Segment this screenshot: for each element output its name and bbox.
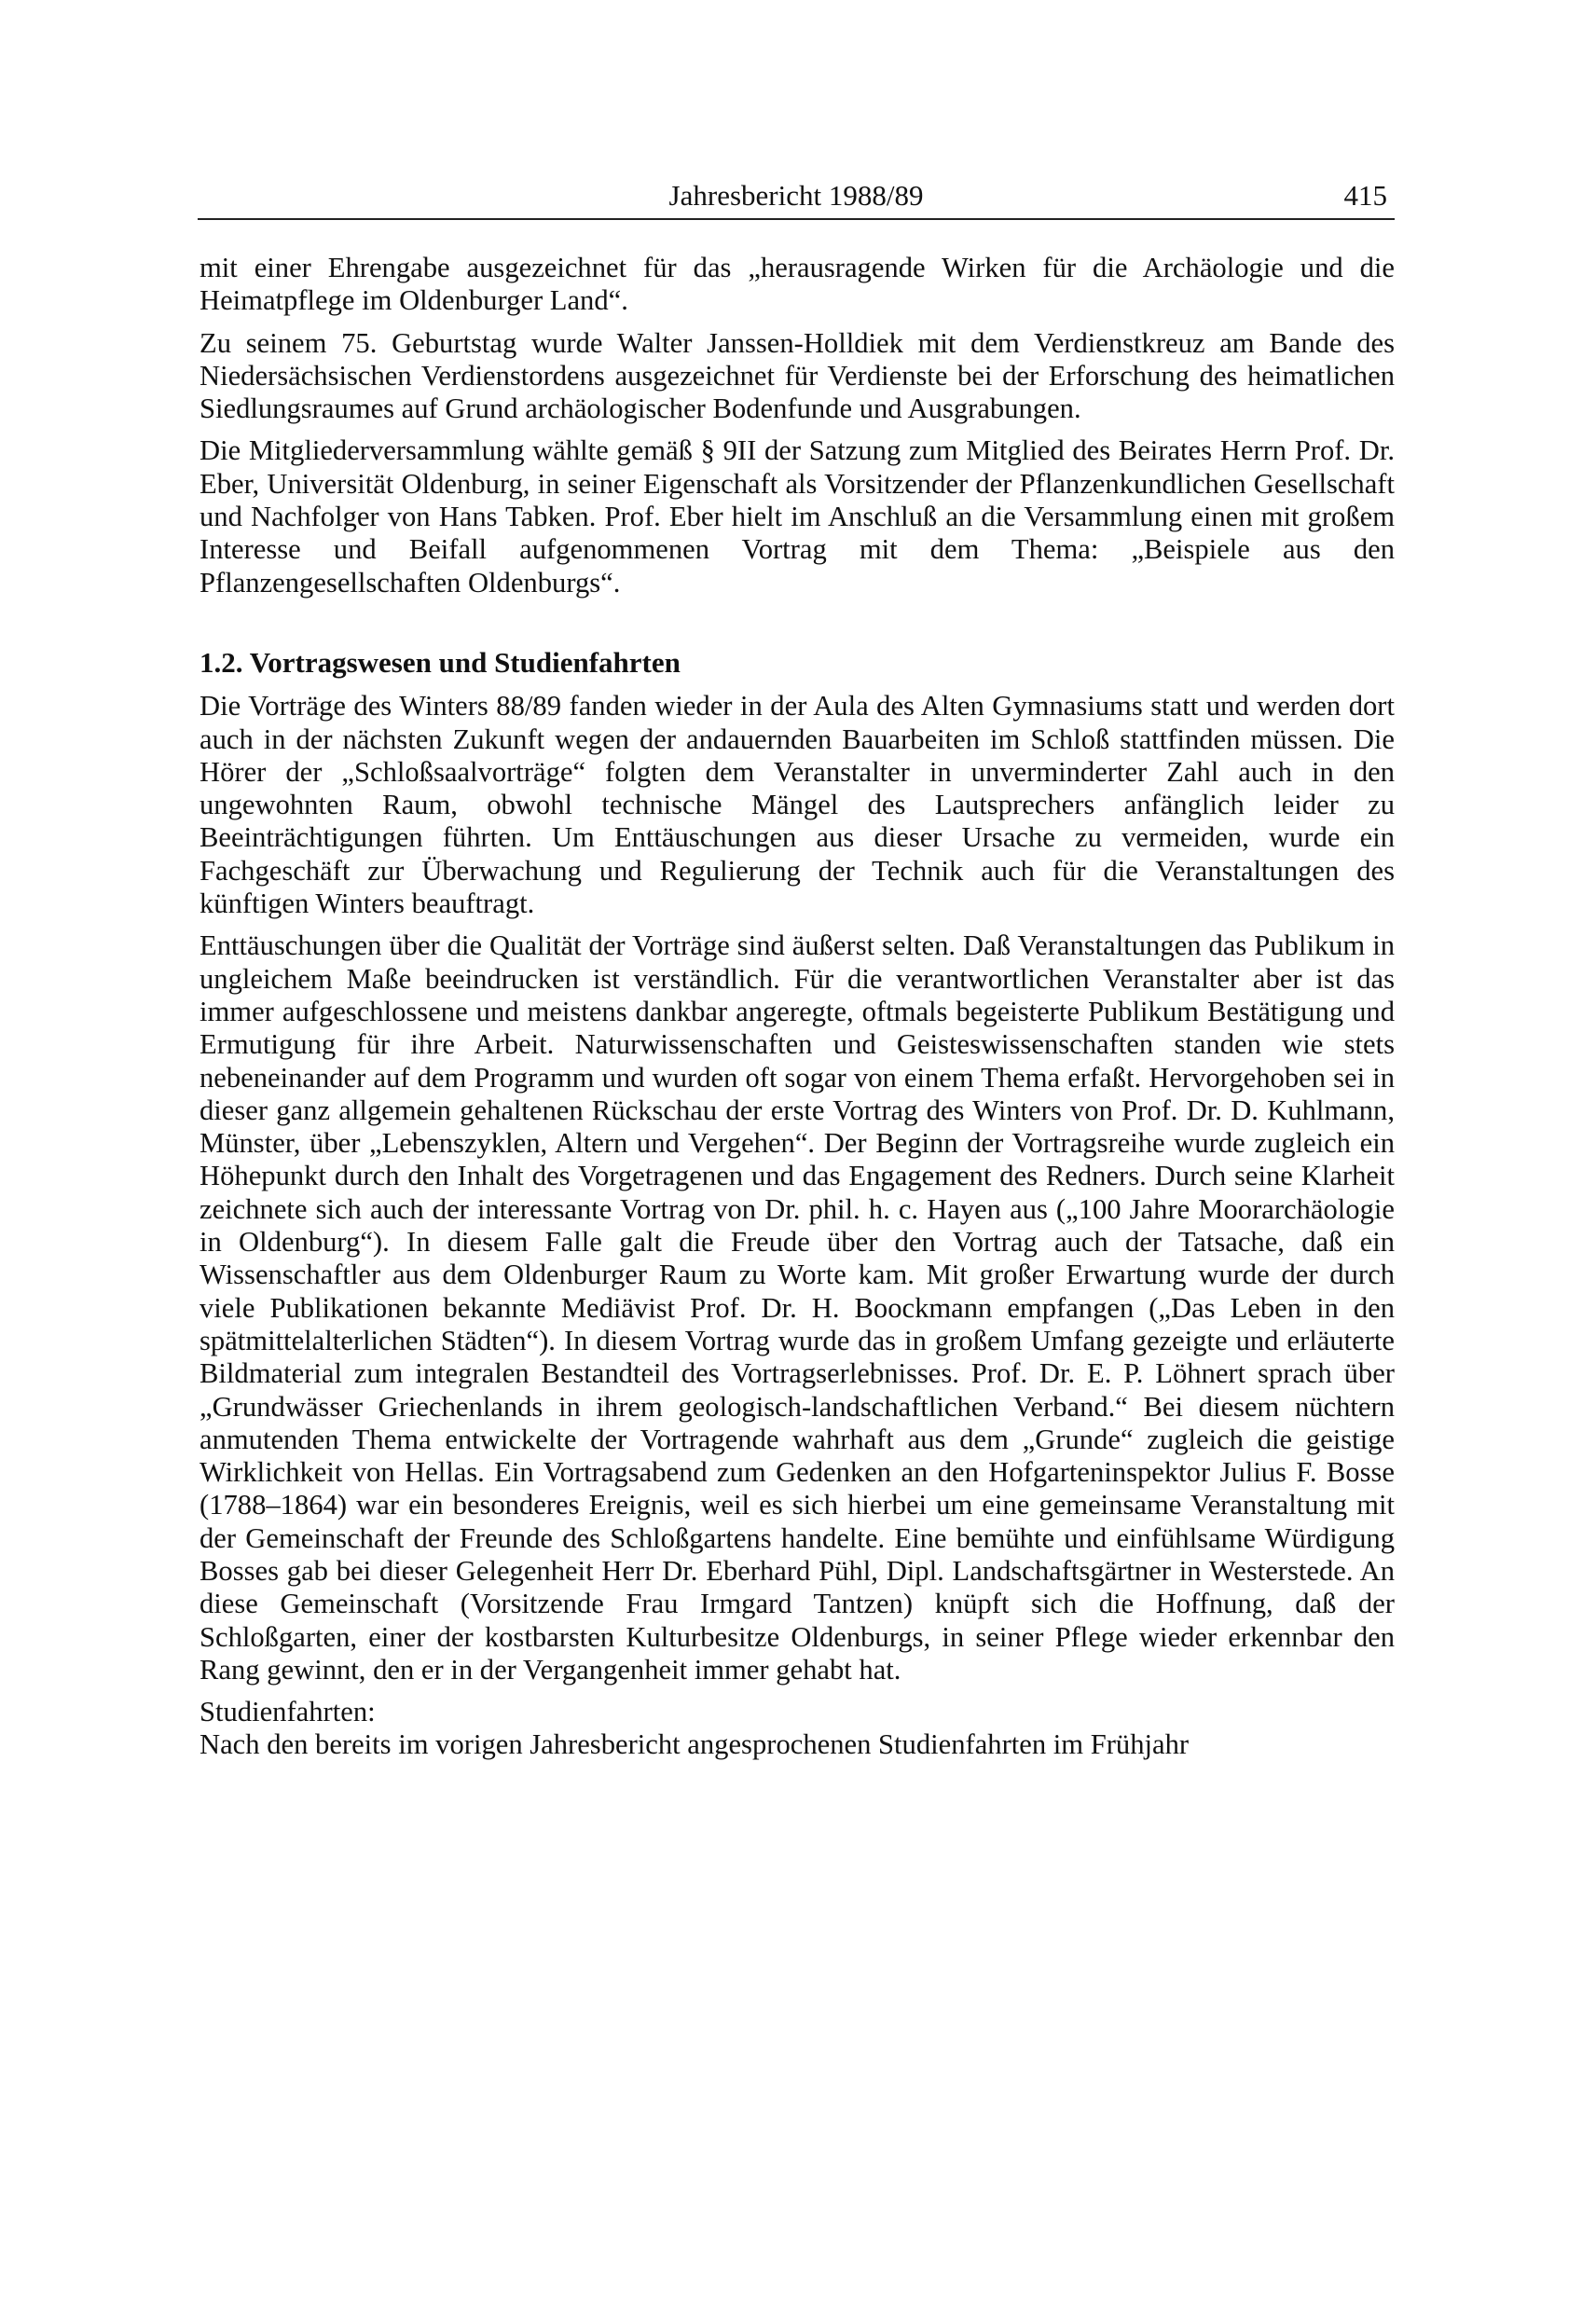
- paragraph-mitgliederversammlung: Die Mitgliederversammlung wählte gemäß § 9II der Satzung zum Mitglied des Beirates Herrn Prof. Dr. Eber, Universität Oldenburg, in seiner Eigenschaft als Vorsitzender der Pflanzenkundlichen Gesellschaft und Nachfolger von Hans Tabken. Prof. Eber hielt im Anschluß an die Versammlung einen mit großem Interesse und Beifall aufgenommenen Vortrag mit dem Thema: „Beispiele aus den Pflanzengesellschaften Oldenburgs“.: [200, 434, 1395, 599]
- body-text: [200, 252, 1395, 1762]
- running-header: [198, 173, 1395, 220]
- paragraph-studienfahrten: Nach den bereits im vorigen Jahresbericht angesprochenen Studienfahrten im Frühjahr: [200, 1728, 1190, 1761]
- page-number: 415: [1343, 179, 1387, 212]
- section-heading: 1.2. Vortragswesen und Studienfahrten: [200, 645, 681, 679]
- paragraph-ehrengabe: mit einer Ehrengabe ausgezeichnet für das „herausragende Wirken für die Archäologie und die Heimatpflege im Oldenburger Land“.: [200, 252, 1395, 317]
- running-title: Jahresbericht 1988/89: [668, 179, 924, 212]
- studienfahrten-label: Studienfahrten:: [200, 1696, 376, 1728]
- paragraph-enttaeuschungen: Enttäuschungen über die Qualität der Vorträge sind äußerst selten. Daß Veranstaltungen das Publikum in ungleichem Maße beeindrucken ist verständlich. Für die verantwortlichen Veranstalter aber ist das immer aufgeschlossene und meistens dankbar angeregte, oftmals begeisterte Publikum Bestätigung und Ermutigung für ihre Arbeit. Naturwissenschaften und Geisteswissenschaften standen wie stets nebeneinander auf dem Programm und wurden oft sogar von einem Thema erfaßt. Hervorgehoben sei in dieser ganz allgemein gehaltenen Rückschau der erste Vortrag des Winters von Prof. Dr. D. Kuhlmann, Münster, über „Lebenszyklen, Altern und Vergehen“. Der Beginn der Vortragsreihe wurde zugleich ein Höhepunkt durch den Inhalt des Vorgetragenen und das Engagement des Redners. Durch seine Klarheit zeichnete sich auch der interessante Vortrag von Dr. phil. h. c. Hayen aus („100 Jahre Moorarchäologie in Oldenburg“). In diesem Falle galt die Freude über den Vortrag auch der Tatsache, daß ein Wissenschaftler aus dem Oldenburger Raum zu Worte kam. Mit großer Erwartung wurde der durch viele Publikationen bekannte Mediävist Prof. Dr. H. Boockmann empfangen („Das Leben in den spätmittelalterlichen Städten“). In diesem Vortrag wurde das in großem Umfang gezeigte und erläuterte Bildmaterial zum integralen Bestandteil des Vortragserlebnisses. Prof. Dr. E. P. Löhnert sprach über „Grundwässer Griechenlands in ihrem geologisch-landschaftlichen Verband.“ Bei diesem nüchtern anmutenden Thema entwickelte der Vortragende wahrhaft aus dem „Grunde“ zugleich die geistige Wirklichkeit von Hellas. Ein Vortragsabend zum Gedenken an den Hofgarteninspektor Julius F. Bosse (1788–1864) war ein besonderes Ereignis, weil es sich hierbei um eine gemeinsame Veranstaltung mit der Gemeinschaft der Freunde des Schloßgartens handelte. Eine bemühte und einfühlsame Würdigung Bosses gab bei dieser Gelegenheit Herr Dr. Eberhard Pühl, Dipl. Landschaftsgärtner in Westerstede. An diese Gemeinschaft (Vorsitzende Frau Irmgard Tantzen) knüpft sich die Hoffnung, daß der Schloßgarten, einer der kostbarsten Kulturbesitze Oldenburgs, in seiner Pflege wieder erkennbar den Rang gewinnt, den er in der Vergangenheit immer gehabt hat.: [200, 929, 1395, 1686]
- paragraph-geburtstag: Zu seinem 75. Geburtstag wurde Walter Janssen-Holldiek mit dem Verdienstkreuz am Bande des Niedersächsischen Verdienstordens ausgezeichnet für Verdienste bei der Erforschung des heimatlichen Siedlungsraumes auf Grund archäologischer Bodenfunde und Ausgrabungen.: [200, 326, 1395, 425]
- paragraph-vortraege: Die Vorträge des Winters 88/89 fanden wieder in der Aula des Alten Gymnasiums statt und werden dort auch in der nächsten Zukunft wegen der andauernden Bauarbeiten im Schloß stattfinden müssen. Die Hörer der „Schloßsaalvorträge“ folgten dem Veranstalter in unverminderter Zahl auch in den ungewohnten Raum, obwohl technische Mängel des Lautsprechers anfänglich leider zu Beeinträchtigungen führten. Um Enttäuschungen aus dieser Ursache zu vermeiden, wurde ein Fachgeschäft zur Überwachung und Regulierung der Technik auch für die Veranstaltungen des künftigen Winters beauftragt.: [200, 690, 1395, 920]
